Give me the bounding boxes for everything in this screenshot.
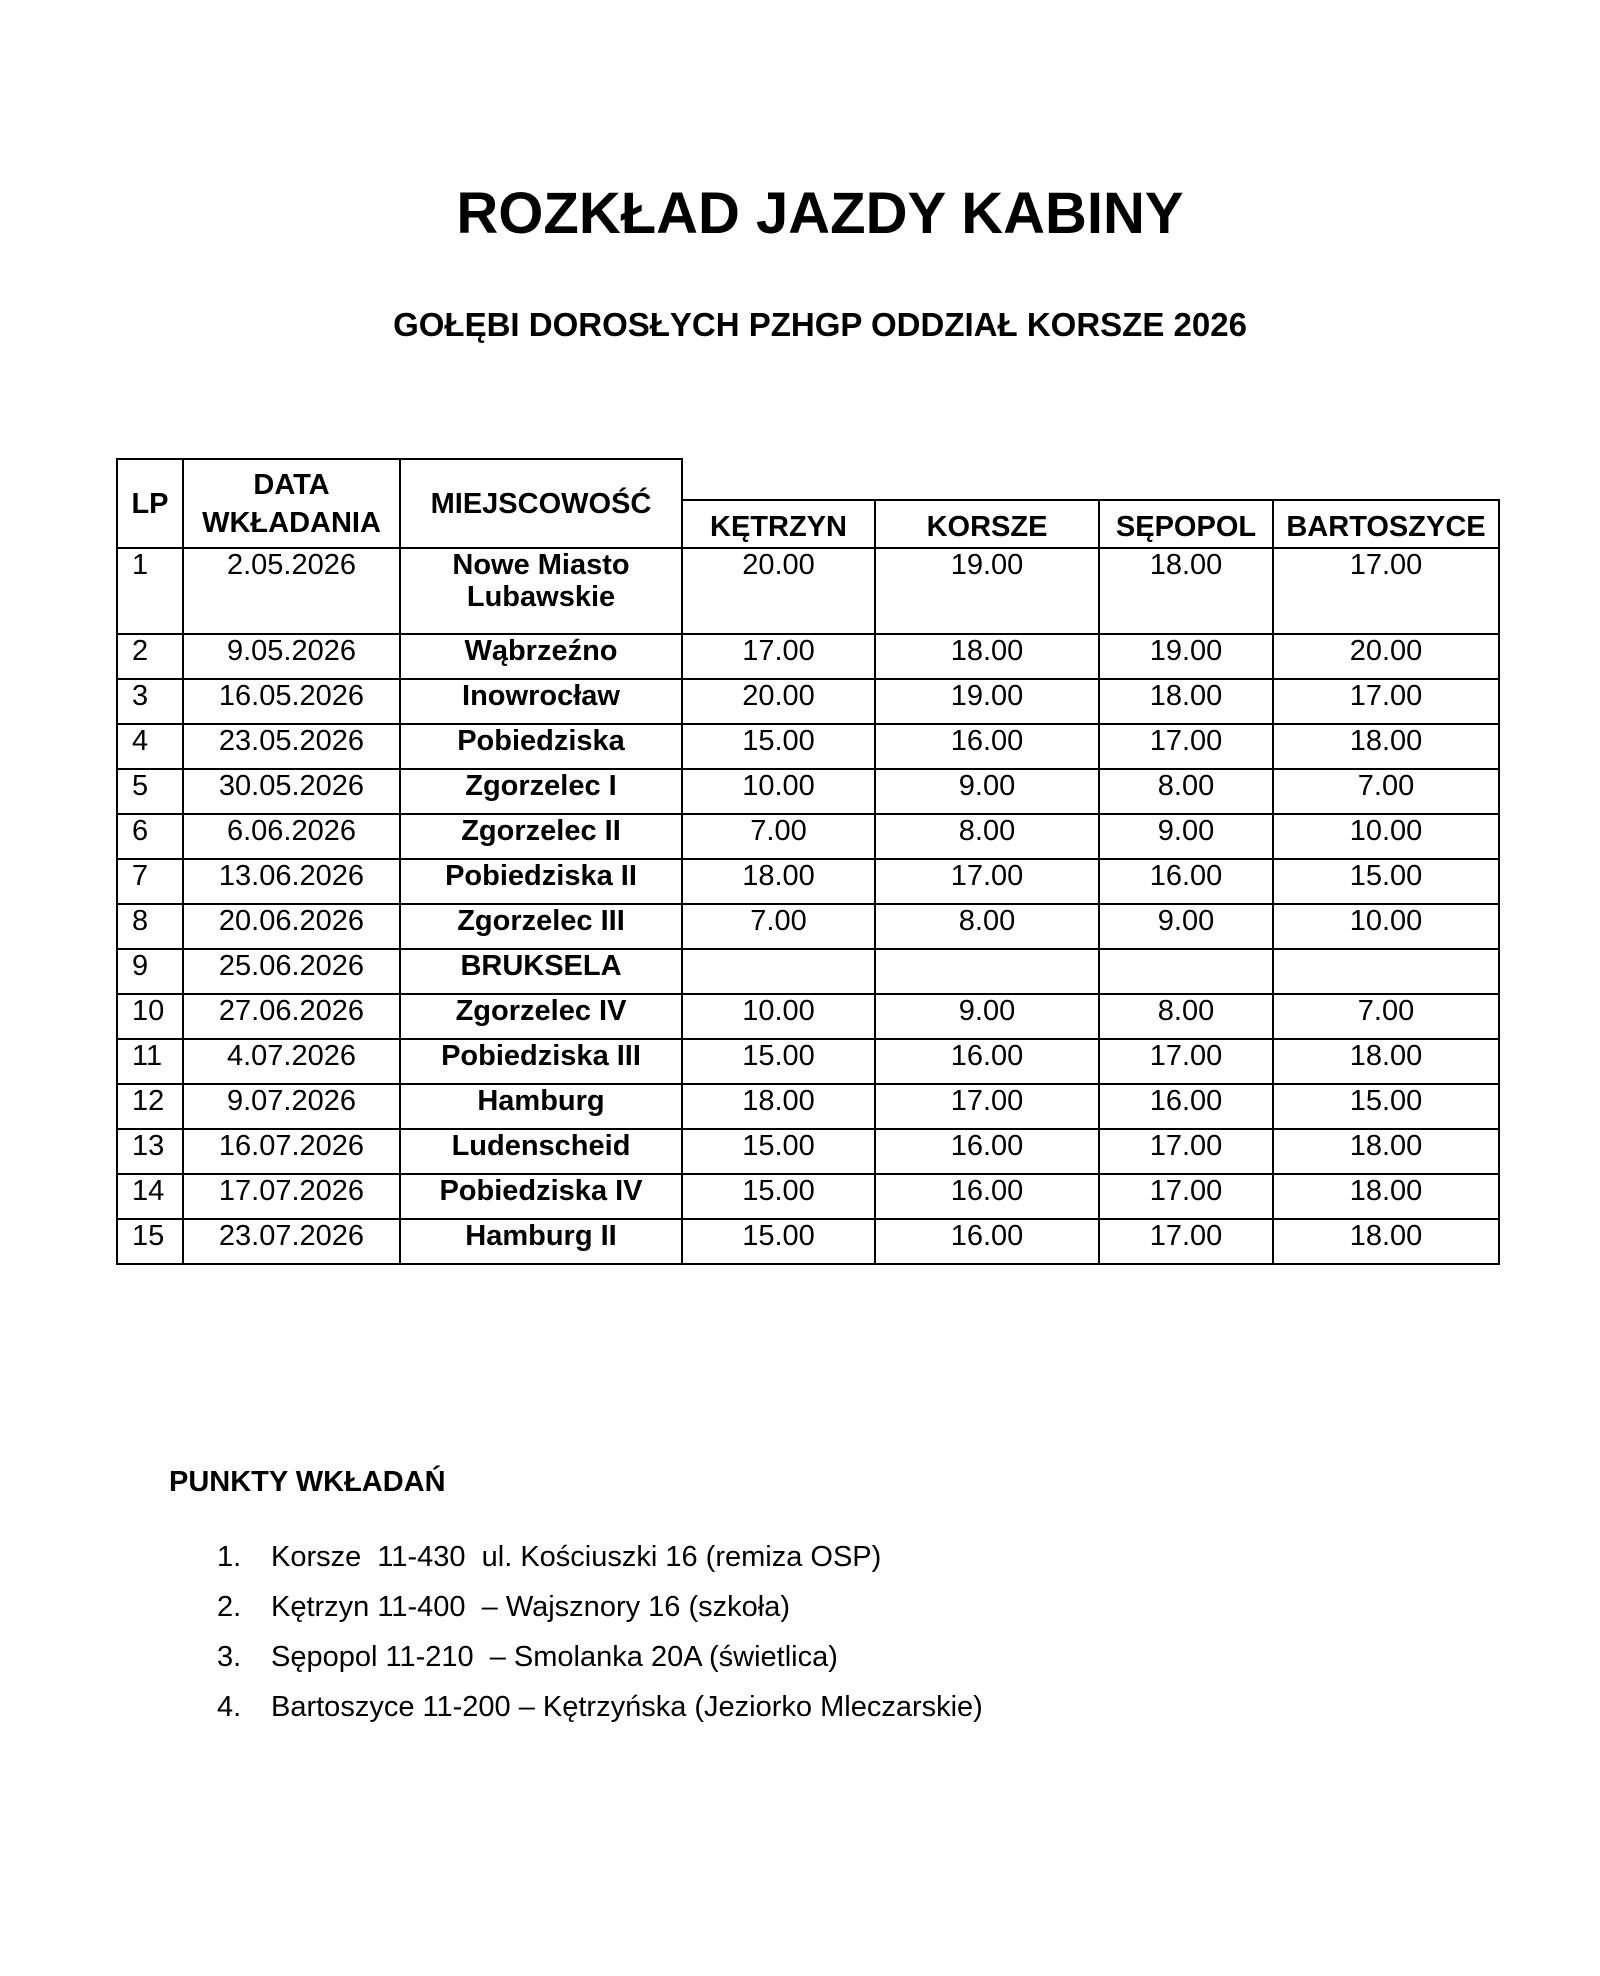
cell-lp: 12 [117,1084,183,1129]
cell-bartoszyce: 10.00 [1273,814,1499,859]
cell-date: 27.06.2026 [183,994,400,1039]
cell-korsze: 17.00 [875,1084,1099,1129]
cell-sepopol: 17.00 [1099,724,1273,769]
cell-ketrzyn: 15.00 [682,1039,875,1084]
cell-date: 23.05.2026 [183,724,400,769]
point-number: 3. [217,1641,242,1673]
cell-bartoszyce: 15.00 [1273,859,1499,904]
cell-place: Zgorzelec III [400,904,682,949]
cell-korsze: 9.00 [875,769,1099,814]
cell-bartoszyce: 20.00 [1273,634,1499,679]
table-row [117,904,1499,949]
cell-korsze: 8.00 [875,904,1099,949]
cell-date: 25.06.2026 [183,949,400,994]
table-row [117,724,1499,769]
cell-lp: 11 [117,1039,183,1084]
cell-sepopol: 9.00 [1099,904,1273,949]
point-number: 2. [217,1591,242,1623]
cell-korsze: 16.00 [875,1174,1099,1219]
cell-place-line1: Nowe Miasto [452,549,630,581]
cell-place: Pobiedziska II [400,859,682,904]
cell-korsze: 16.00 [875,724,1099,769]
points-list [217,1532,983,1732]
cell-ketrzyn: 10.00 [682,994,875,1039]
cell-bartoszyce: 18.00 [1273,724,1499,769]
cell-place: Zgorzelec IV [400,994,682,1039]
table-row [117,1174,1499,1219]
cell-korsze: 16.00 [875,1129,1099,1174]
point-text: Korsze 11-430 ul. Kościuszki 16 (remiza OSP) [271,1541,882,1573]
cell-date: 13.06.2026 [183,859,400,904]
table-row [117,548,1499,634]
header-date [183,459,400,548]
cell-date: 2.05.2026 [183,548,400,634]
table-row [117,1084,1499,1129]
cell-bartoszyce: 17.00 [1273,548,1499,634]
point-number: 1. [217,1541,242,1573]
table-header [117,459,1499,548]
cell-lp: 14 [117,1174,183,1219]
cell-lp: 8 [117,904,183,949]
cell-date: 16.07.2026 [183,1129,400,1174]
cell-lp: 6 [117,814,183,859]
cell-bartoszyce: 17.00 [1273,679,1499,724]
cell-sepopol: 18.00 [1099,548,1273,634]
cell-bartoszyce: 15.00 [1273,1084,1499,1129]
point-number: 4. [217,1691,242,1723]
table-row [117,814,1499,859]
cell-lp: 3 [117,679,183,724]
page-subtitle: GOŁĘBI DOROSŁYCH PZHGP ODDZIAŁ KORSZE 2026 [393,306,1247,343]
point-text: Sępopol 11-210 – Smolanka 20A (świetlica) [271,1641,838,1673]
cell-ketrzyn: 7.00 [682,814,875,859]
cell-ketrzyn: 15.00 [682,1174,875,1219]
cell-place: Hamburg II [400,1219,682,1264]
header-place: MIEJSCOWOŚĆ [400,459,682,548]
point-text: Bartoszyce 11-200 – Kętrzyńska (Jeziorko Mleczarskie) [271,1691,983,1723]
cell-bartoszyce: 18.00 [1273,1129,1499,1174]
table-body [117,548,1499,1264]
table-row [117,994,1499,1039]
cell-place: Zgorzelec I [400,769,682,814]
cell-date: 23.07.2026 [183,1219,400,1264]
cell-date: 17.07.2026 [183,1174,400,1219]
cell-ketrzyn: 15.00 [682,1219,875,1264]
cell-place: Pobiedziska [400,724,682,769]
cell-korsze: 16.00 [875,1219,1099,1264]
cell-ketrzyn: 20.00 [682,548,875,634]
cell-korsze: 8.00 [875,814,1099,859]
table-row [117,634,1499,679]
cell-date: 16.05.2026 [183,679,400,724]
cell-lp: 15 [117,1219,183,1264]
cell-sepopol: 18.00 [1099,679,1273,724]
header-lp: LP [117,459,183,548]
point-item [217,1632,983,1682]
cell-sepopol: 19.00 [1099,634,1273,679]
cell-ketrzyn: 17.00 [682,634,875,679]
cell-lp: 13 [117,1129,183,1174]
table-row [117,859,1499,904]
cell-place: Zgorzelec II [400,814,682,859]
cell-korsze: 18.00 [875,634,1099,679]
cell-korsze: 16.00 [875,1039,1099,1084]
cell-lp: 2 [117,634,183,679]
cell-place: Hamburg [400,1084,682,1129]
cell-bartoszyce: 7.00 [1273,769,1499,814]
cell-date: 4.07.2026 [183,1039,400,1084]
cell-ketrzyn: 10.00 [682,769,875,814]
cell-bartoszyce: 7.00 [1273,994,1499,1039]
cell-sepopol: 8.00 [1099,994,1273,1039]
cell-korsze: 19.00 [875,679,1099,724]
cell-lp: 9 [117,949,183,994]
cell-sepopol: 17.00 [1099,1039,1273,1084]
cell-place [400,548,682,634]
cell-place: Pobiedziska IV [400,1174,682,1219]
cell-ketrzyn: 20.00 [682,679,875,724]
header-date-line1: DATA [253,468,330,501]
cell-ketrzyn: 18.00 [682,859,875,904]
points-heading: PUNKTY WKŁADAŃ [169,1466,446,1498]
table-row [117,949,1499,994]
cell-date: 9.05.2026 [183,634,400,679]
cell-bartoszyce: 10.00 [1273,904,1499,949]
cell-place: Pobiedziska III [400,1039,682,1084]
header-sepopol: SĘPOPOL [1099,500,1273,548]
table-row [117,769,1499,814]
cell-ketrzyn: 15.00 [682,724,875,769]
cell-ketrzyn [682,949,875,994]
cell-lp: 4 [117,724,183,769]
cell-date: 20.06.2026 [183,904,400,949]
cell-sepopol: 17.00 [1099,1219,1273,1264]
cell-lp: 1 [117,548,183,634]
header-korsze: KORSZE [875,500,1099,548]
cell-sepopol: 8.00 [1099,769,1273,814]
cell-lp: 5 [117,769,183,814]
cell-sepopol: 16.00 [1099,859,1273,904]
point-item [217,1582,983,1632]
cell-ketrzyn: 7.00 [682,904,875,949]
point-text: Kętrzyn 11-400 – Wajsznory 16 (szkoła) [271,1591,790,1623]
cell-bartoszyce: 18.00 [1273,1219,1499,1264]
cell-sepopol [1099,949,1273,994]
cell-sepopol: 16.00 [1099,1084,1273,1129]
schedule-table [116,458,1500,1265]
table-row [117,1039,1499,1084]
cell-korsze: 9.00 [875,994,1099,1039]
cell-date: 6.06.2026 [183,814,400,859]
cell-sepopol: 17.00 [1099,1174,1273,1219]
cell-place-line2: Lubawskie [466,581,616,613]
cell-place: Inowrocław [400,679,682,724]
point-item [217,1682,983,1732]
cell-korsze [875,949,1099,994]
header-ketrzyn: KĘTRZYN [682,500,875,548]
cell-korsze: 19.00 [875,548,1099,634]
header-date-line2: WKŁADANIA [202,506,381,539]
cell-ketrzyn: 15.00 [682,1129,875,1174]
header-blank [682,459,1499,500]
cell-lp: 10 [117,994,183,1039]
cell-date: 9.07.2026 [183,1084,400,1129]
point-item [217,1532,983,1582]
cell-date: 30.05.2026 [183,769,400,814]
header-bartoszyce: BARTOSZYCE [1273,500,1499,548]
cell-ketrzyn: 18.00 [682,1084,875,1129]
cell-place: Ludenscheid [400,1129,682,1174]
cell-korsze: 17.00 [875,859,1099,904]
cell-bartoszyce [1273,949,1499,994]
table-row [117,679,1499,724]
cell-place: Wąbrzeźno [400,634,682,679]
cell-place: BRUKSELA [400,949,682,994]
cell-sepopol: 17.00 [1099,1129,1273,1174]
cell-lp: 7 [117,859,183,904]
page-title: ROZKŁAD JAZDY KABINY [456,181,1184,246]
cell-bartoszyce: 18.00 [1273,1174,1499,1219]
table-row [117,1129,1499,1174]
cell-sepopol: 9.00 [1099,814,1273,859]
cell-bartoszyce: 18.00 [1273,1039,1499,1084]
table-row [117,1219,1499,1264]
